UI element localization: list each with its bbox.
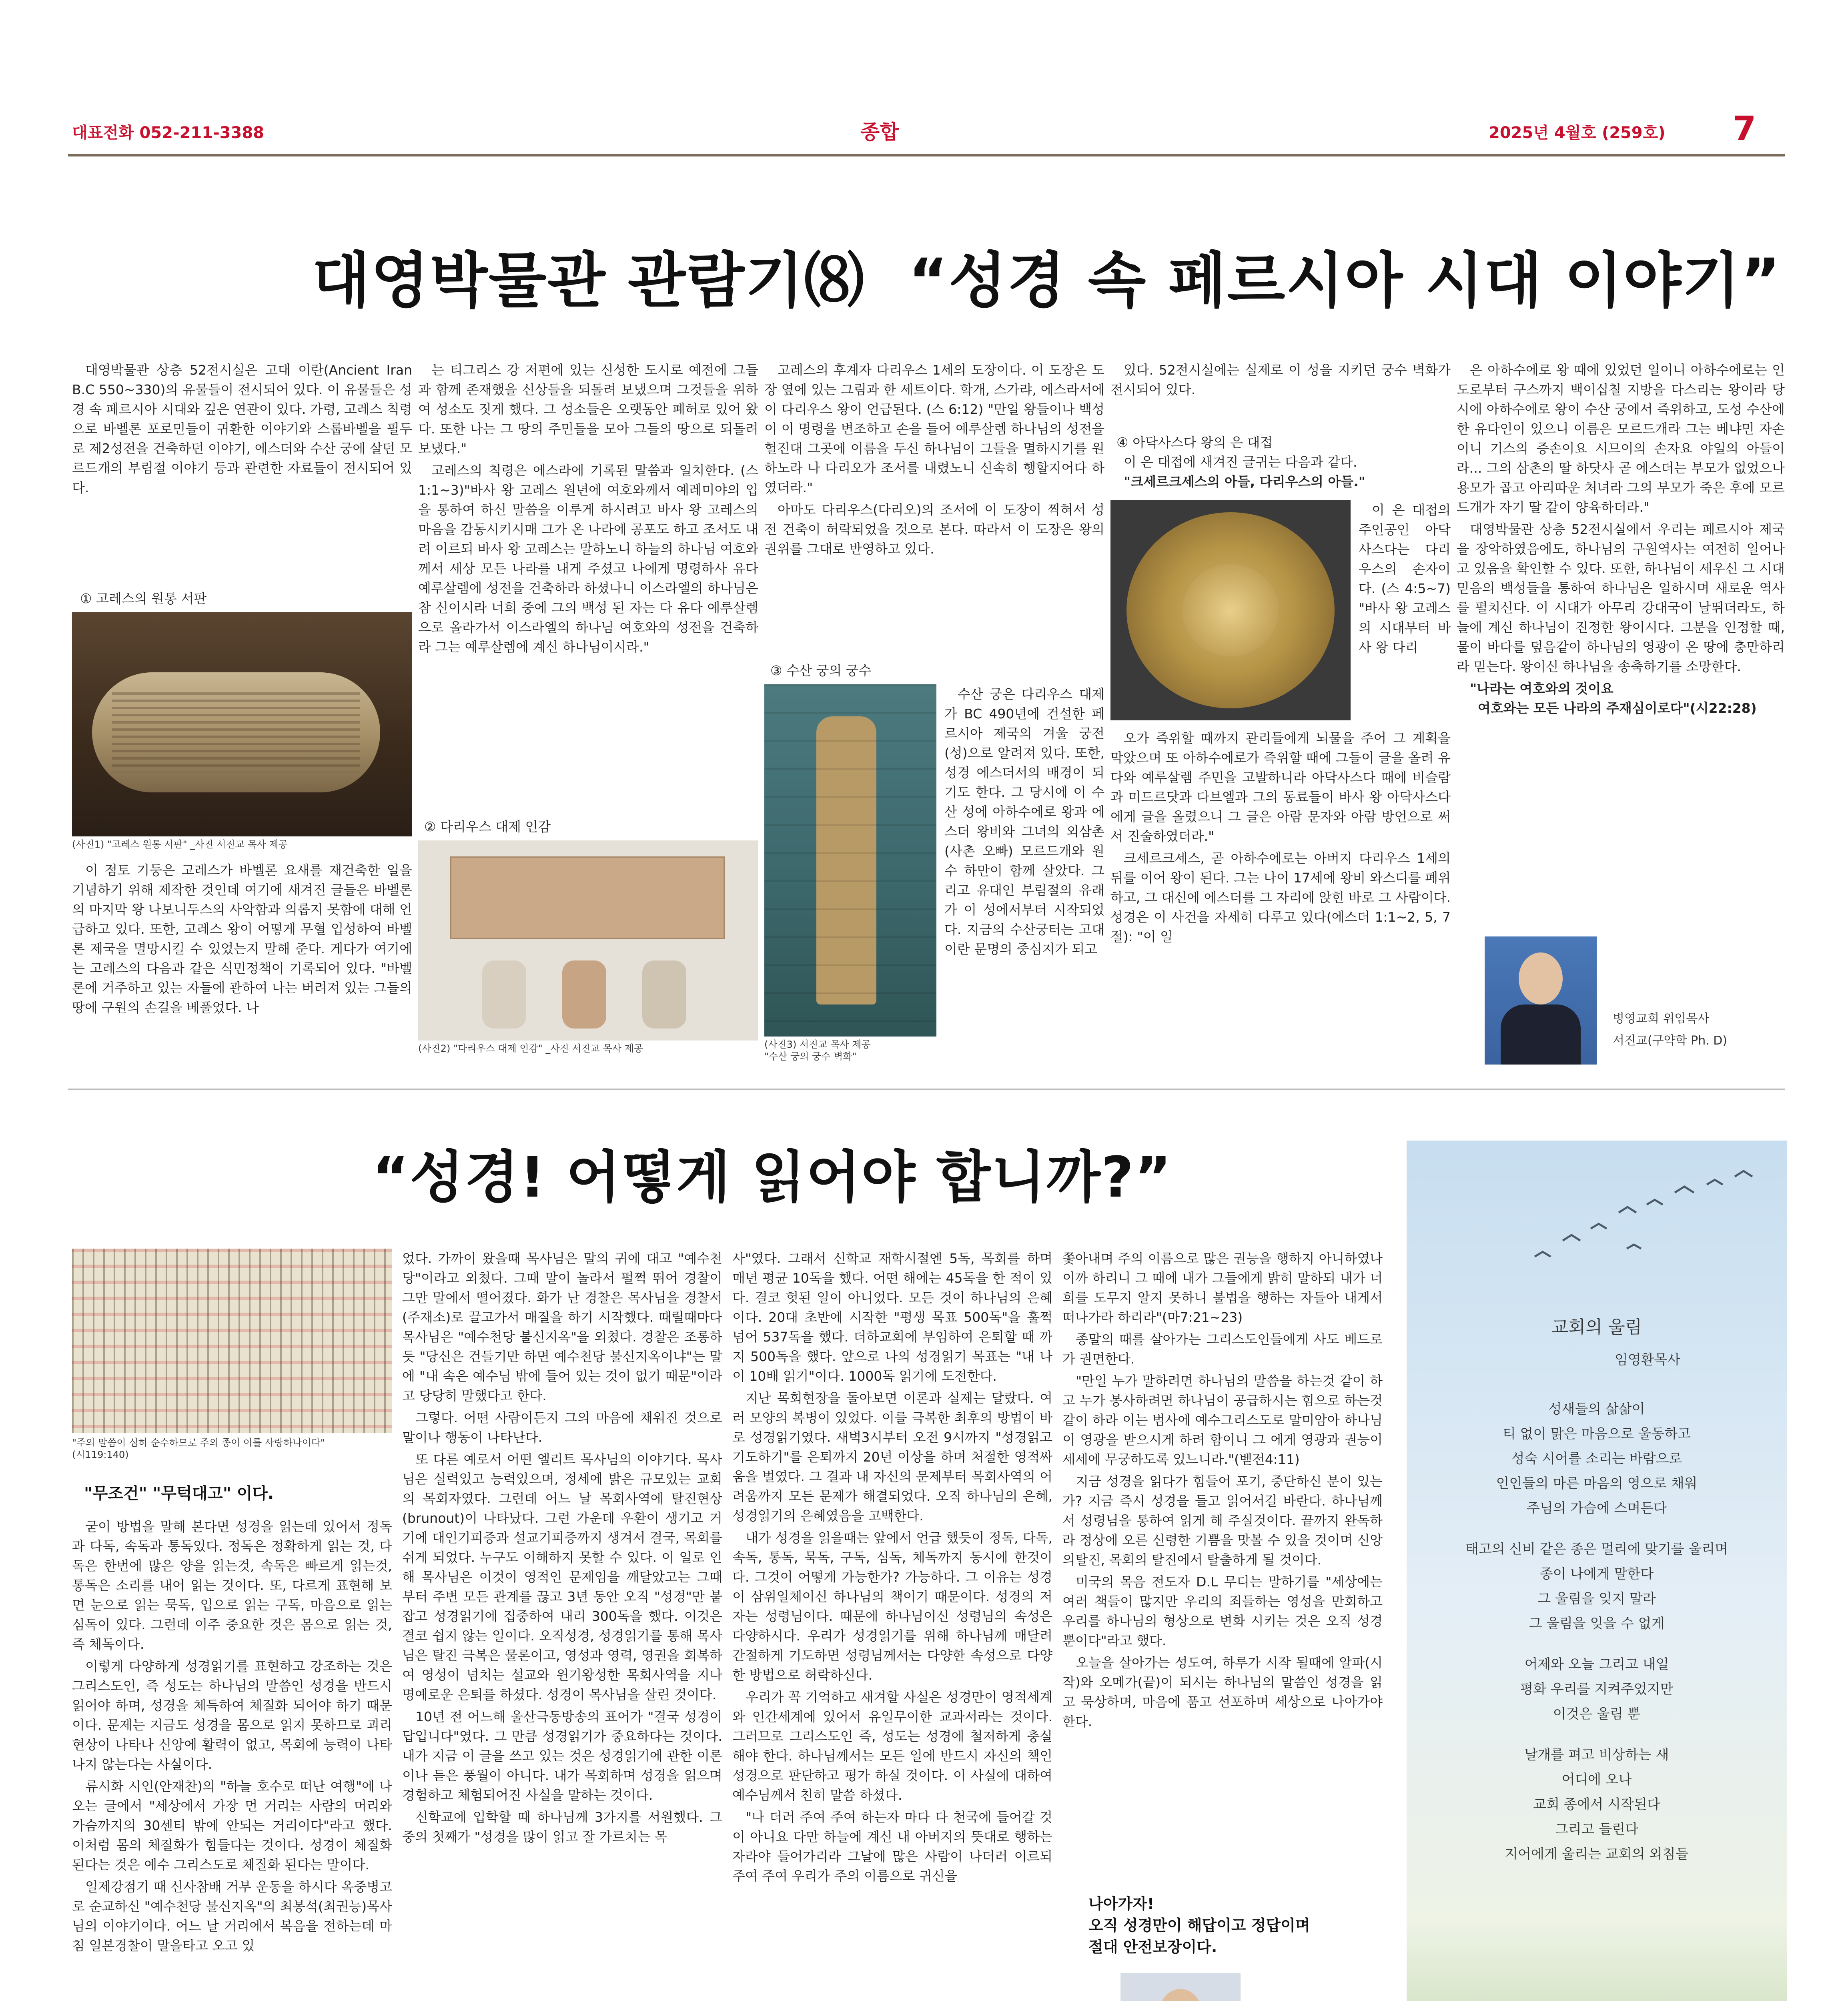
- darius-seal-photo: [418, 840, 758, 1041]
- article1-caption-3: ③ 수산 궁의 궁수: [770, 663, 872, 678]
- poem-title: 교회의 울림: [1551, 1317, 1642, 1337]
- header-phone: 대표전화 052-211-3388: [72, 124, 265, 142]
- psalm-quote-line-2: 여호와는 모든 나라의 주재심이로다"(시22:28): [1477, 700, 1757, 716]
- article1-col1: 대영박물관 상층 52전시실은 고대 이란(Ancient Iran B.C 550~330)의 유물들이 전시되어 있다. 이 유물들은 성경 속 페르시아 시대와 깊은 연관이 있다. 가령, 고레스 칙령으로 바벨론 포로민들이 귀환한 이야기와 스룹바벨을 필두로 제2성전을 건축하던 이야기, 에스더와 수산 궁에 살던 모르드개의 부림절 이야기 등과 관련한 자료들이 전시되어 있다.: [72, 362, 412, 495]
- author1-face: [1519, 952, 1563, 1005]
- photo3-caption: (사진3) 서진교 목사 제공 "수산 궁의 궁수 벽화": [764, 1039, 871, 1062]
- header-section: 종합: [860, 120, 899, 144]
- cuneiform-lines: [112, 692, 360, 772]
- article1-title: 대영박물관 관람기⑻ “성경 속 페르시아 시대 이야기”: [312, 246, 1781, 316]
- article1-col4-side: 이 은 대접의 주인공인 아닥사스다는 다리우스의 손자이다. (스 4:5~7) "바사 왕 고레스의 시대부터 바사 왕 다리: [1359, 502, 1451, 655]
- article-divider: [68, 1089, 1785, 1090]
- author1-name: 서진교(구약학 Ph. D): [1613, 1034, 1728, 1048]
- psalm-quote-line-1: "나라는 여호와의 것이요: [1470, 681, 1613, 696]
- author2-face: [1159, 1989, 1203, 2001]
- poem-body: 성새들의 삶삶이 티 없이 맑은 마음으로 울동하고 성숙 시어를 소리는 바람으로 인인들의 마른 마음의 영으로 채워 주님의 가슴에 스며든다 태고의 신비 같은 종은 멀리에 맞기를 울리며 종이 나에게 말한다 그 울림을 잊지 말라 그 울림을 잊을 수 없게 어제와 오늘 그리고 내일 평화 우리를 지켜주었지만 이것은 울림 뿐 날개를 펴고 비상하는 새 어디에 오나 교회 종에서 시작된다 그리고 들린다 지어에게 울리는 교회의 외침들: [1465, 1401, 1728, 1862]
- header-rule: [68, 154, 1785, 156]
- article2-photo-caption: "주의 말씀이 심히 순수하므로 주의 종이 이를 사랑하나이다" (시119:140): [72, 1437, 325, 1460]
- author1-suit: [1501, 1005, 1581, 1065]
- author1-church: 병영교회 위임목사: [1613, 1012, 1710, 1026]
- header-issue: 2025년 4월호 (259호): [1489, 124, 1666, 142]
- article2-col3: 사"였다. 그래서 신학교 재학시절엔 5독, 목회를 하며 매년 평균 10독을 했다. 어떤 해에는 45독을 한 적이 있다. 결코 헛된 일이 아니었다. 모든 것이 하나님의 은혜이다. 20대 초반에 시작한 "평생 목표 500독"을 훌쩍 넘어 537독을 했다. 더하교회에 부임하여 은퇴할 때 까지 500독을 했다. 앞으로 나의 성경읽기 목표는 "내 나이 10배 읽기"이다. 1000독 읽기에 도전한다. 지난 목회현장을 돌아보면 이론과 실제는 달랐다. 여러 모양의 복병이 있었다. 이를 극복한 최후의 방법이 바로 성경읽기였다. 새벽3시부터 오전 9시까지 "성경읽고 기도하기"를 은퇴까지 20년 이상을 하며 처절한 영적싸움을 벌였다. 그 결과 내 자신의 문제부터 목회사역의 어려움까지 모든 문제가 해결되었다. 오직 하나님의 은혜, 성경읽기의 은혜였음을 고백한다. 내가 성경을 읽을때는 앞에서 언급 했듯이 정독, 다독, 속독, 통독, 묵독, 구독, 심독, 체독까지 동시에 한것이다. 그것이 어떻게 가능한가? 가능하다. 그 이유는 성경이 삼위일체이신 하나님의 책이기 때문이다. 성경의 저자는 성령님이다. 때문에 하나님이신 성령님의 속성은 다양하시다. 우리가 성경읽기를 위해 하나님께 매달려 간절하게 기도하면 성령님께서는 다양한 속성으로 다양한 방법으로 허락하신다. 우리가 꼭 기억하고 새겨할 사실은 성경만이 영적세계와 인간세계에 있어서 유일무이한 교과서라는 것이다. 그러므로 그리스도인 즉, 성도는 성경에 철저하게 충실해야 한다. 하나님께서는 모든 일에 반드시 자신의 책인 성경으로 판단하고 평가 하실 것이다. 이 사실에 대하여 예수님께서 친히 말씀 하셨다. "나 더러 주여 주여 하는자 마다 다 천국에 들어갈 것이 아니요 다만 하늘에 계신 내 아버지의 뜻대로 행하는 자라야 들어가리라 그날에 많은 사람이 나더러 이르되 주여 주여 우리가 주의 이름으로 귀신을: [732, 1251, 1052, 1884]
- susa-archer-photo: [764, 684, 936, 1037]
- article1-caption-4: ④ 아닥사스다 왕의 은 대접: [1116, 435, 1273, 450]
- cyrus-cylinder-photo: [72, 612, 412, 836]
- article1-col5: 은 아하수에로 왕 때에 있었던 일이니 아하수에로는 인도로부터 구스까지 백이십칠 지방을 다스리는 왕이라 당시에 아하수에로 왕이 수산 궁에서 즉위하고, 도성 수산에 한 유다인이 있으니 이름은 모르드개라 그는 베냐민 자손이니 기스의 증손이요 시므이의 손자요 야일의 아들이라... 그의 삼촌의 딸 하닷사 곧 에스더는 부모가 없었으나 용모가 곱고 아리따운 처녀라 그의 부모가 죽은 후에 모르드개가 자기 딸 같이 양육하더라." 대영박물관 상층 52전시실에서 우리는 페르시아 제국을 장악하였음에도, 하나님의 구원역사는 여전히 일어나고 있음을 확인할 수 있다. 또한, 하나님이 세우신 그 시대 믿음의 백성들을 통하여 하나님은 일하시며 새로운 역사를 펼치신다. 이 시대가 아무리 강대국이 날뛰더라도, 하늘에 계신 하나님이 진정한 왕이시다. 그분을 인정할 때, 물이 바다를 덮음같이 하나님의 영광이 온 땅에 충만하리라 믿는다. 왕이신 하나님을 송축하기를 소망한다. "나라는 여호와의 것이요 여호와는 모든 나라의 주재심이로다"(시22:28): [1457, 360, 1785, 904]
- poem-author: 임영환목사: [1615, 1352, 1681, 1368]
- article2-closing: 나아가자! 오직 성경만이 해답이고 정답이며 절대 안전보장이다.: [1088, 1895, 1310, 1956]
- article1-col1b: 이 점토 기둥은 고레스가 바벨론 요새를 재건축한 일을 기념하기 위해 제작한 것인데 여기에 새겨진 글들은 바벨론의 마지막 왕 나보니두스의 사악함과 의롭지 못함에 대해 언급하고 있다. 또한, 고레스 왕이 어떻게 무혈 입성하여 바벨론 제국을 멸망시킬 수 있었는지 말해 준다. 게다가 여기에는 고레스의 다음과 같은 식민정책이 기록되어 있다. "바벨론에 거주하고 있는 자들에 관하여 나는 버려져 있는 그들의 땅에 구원의 손길을 베풀었다. 나: [72, 862, 412, 1015]
- author1-photo: [1485, 936, 1597, 1065]
- photo1-caption: (사진1) "고레스 원통 서판" _사진 서진교 목사 제공: [72, 839, 288, 850]
- poem-panel: [1407, 1141, 1787, 2001]
- article2-col2: 었다. 가까이 왔을때 목사님은 말의 귀에 대고 "예수천당"이라고 외쳤다. 그때 말이 놀라서 펄쩍 뛰어 경찰이 그만 말에서 떨어졌다. 화가 난 경찰은 목사님을 경찰서(주재소)로 끌고가서 매질을 하기 시작했다. 때릴때마다 목사님은 "예수천당 불신지옥"을 외쳤다. 경찰은 조롱하듯 "당신은 건들기만 하면 예수천당 불신지옥이냐"는 말에 "내 속은 예수님 밖에 들어 있는 것이 없기 때문"이라고 당당히 말했다고 한다. 그렇다. 어떤 사람이든지 그의 마음에 채워진 것으로 말이나 행동이 나타난다. 또 다른 예로서 어떤 엘리트 목사님의 이야기다. 목사님은 실력있고 능력있으며, 정세에 밝은 규모있는 교회의 목회자였다. 그런데 어느 날 목회사역에 탈진현상(brunout)이 나타났다. 그런 가운데 우환이 생기고 거기에 대인기피증과 설교기피증까지 생겨서 결국, 목회를 쉬게 되었다. 누구도 이해하지 못할 수 있다. 이 일로 인해 목사님은 이것이 영적인 문제임을 깨달았고는 그때 부터 주변 모든 관계를 끊고 3년 동안 오직 "성경"만 붙잡고 성경읽기에 집중하여 내리 300독을 했다. 이것은 결코 쉽지 않는 일이다. 오직성경, 성경읽기를 통해 목사님은 탈진 극복은 물론이고, 영성과 영력, 영권을 회복하여 영성이 넘치는 설교와 윈기왕성한 목회사역을 지나 명예로운 은퇴를 하셨다. 성경이 목사님을 살린 것이다. 10년 전 어느해 울산극동방송의 표어가 "결국 성경이 답입니다"였다. 그 만큼 성경읽기가 중요하다는 것이다. 내가 지금 이 글을 쓰고 있는 것은 성경읽기에 관한 이론이나 듣은 풍월이 아니다. 내가 목회하며 성경을 읽으며 경험하고 체험되어진 사실을 말하는 것이다. 신학교에 입학할 때 하나님께 3가지를 서원했다. 그 중의 첫째가 "성경을 많이 읽고 잘 가르치는 목: [402, 1251, 722, 1845]
- article1-col4a: 있다. 52전시실에는 실제로 이 성을 지키던 궁수 벽화가 전시되어 있다.: [1110, 362, 1451, 397]
- article1-col2: 는 티그리스 강 저편에 있는 신성한 도시로 예전에 그들과 함께 존재했을 신상들을 되돌려 보냈으며 그것들을 위하여 성소도 짓게 했다. 그 성소들은 오랫동안 폐허로 있어 왔다. 또한 나는 그 땅의 주민들을 모아 그들의 땅으로 되돌려 보냈다." 고레스의 칙령은 에스라에 기록된 말씀과 일치한다. (스 1:1~3)"바사 왕 고레스 원년에 여호와께서 예레미야의 입을 통하여 하신 말씀을 이루게 하시려고 바사 왕 고레스의 마음을 감동시키시매 그가 온 나라에 공포도 하고 조서도 내려 이르되 바사 왕 고레스는 말하노니 하늘의 하나님 여호와께서 세상 모든 나라를 내게 주셨고 나에게 명령하사 유다 예루살렘에 성전을 건축하라 하셨나니 이스라엘의 하나님은 참 신이시라 너희 중에 그의 백성 된 자는 다 유다 예루살렘으로 올라가서 이스라엘의 하나님 여호와의 성전을 건축하라 그는 예루살렘에 계신 하나님이시라.": [418, 362, 758, 655]
- silver-bowl-photo: [1110, 500, 1351, 720]
- author2-photo: [1120, 1973, 1241, 2001]
- article1-col3b: 수산 궁은 다리우스 대제가 BC 490년에 건설한 페르시아 제국의 겨울 궁전(성)으로 알려져 있다. 또한, 성경 에스더서의 배경이 되기도 한다. 그 당시에 이 수산 성에 아하수에로 왕과 에스더 왕비와 그녀의 외삼촌(사촌 오빠) 모르드개와 원수 하만이 함께 살았다. 그리고 유대인 부림절의 유래가 이 성에서부터 시작되었다. 지금의 수산궁터는 고대 이란 문명의 중심지가 되고: [944, 686, 1104, 957]
- article2-col4: 쫓아내며 주의 이름으로 많은 권능을 행하지 아니하였나이까 하리니 그 때에 내가 그들에게 밝히 말하되 내가 너희를 도무지 알지 못하니 불법을 행하는 자들아 내게서 떠나가라 하리라"(마7:21~23) 종말의 때를 살아가는 그리스도인들에게 사도 베드로가 권면한다. "만일 누가 말하려면 하나님의 말씀을 하는것 같이 하고 누가 봉사하려면 하나님이 공급하시는 힘으로 하는것 같이 하라 이는 범사에 예수그리스도로 말미암아 하나님이 영광을 받으시게 하려 함이니 그 에게 영광과 권능이 세세에 무궁하도록 있느니라."(벧전4:11) 지금 성경을 읽다가 힘들어 포기, 중단하신 분이 있는가? 지금 즉시 성경을 들고 읽어서길 바란다. 하나님께서 성령님을 통하여 읽게 해 주실것이다. 끝까지 완독하라 정상에 오른 신령한 기쁨을 맛볼 수 있을 것이며 신앙의탈진, 목회의 탈진에서 탈출하게 될 것이다. 미국의 목음 전도자 D.L 무디는 말하기를 "세상에는 여러 책들이 많지만 우리의 죄들하는 영성을 만회하고 우리를 하나님의 형상으로 변화 시키는 것은 오직 성경 뿐이다"라고 했다. 오늘을 살아가는 성도여, 하루가 시작 될때에 알파(시작)와 오메가(끝)이 되시는 하나님의 말씀인 성경을 읽고 묵상하며, 마음에 품고 선포하며 세상으로 나아가야 한다.: [1062, 1251, 1383, 1729]
- article2-title: “성경! 어떻게 읽어야 합니까?”: [372, 1145, 1172, 1210]
- bowl-rosette: [1183, 564, 1279, 656]
- article1-caption-1: ① 고레스의 원통 서판: [80, 591, 207, 606]
- photo2-caption: (사진2) "다리우스 대제 인감" _사진 서진교 목사 제공: [418, 1043, 643, 1054]
- article2-subhead: "무조건" "무턱대고" 이다.: [84, 1484, 274, 1503]
- seal-cylinder-3: [642, 960, 686, 1029]
- seal-cylinder-1: [482, 960, 526, 1029]
- glazed-brick-lines: [764, 684, 936, 1037]
- header-page-number: 7: [1733, 109, 1756, 148]
- birds-illustration: [1527, 1169, 1767, 1297]
- seal-cylinder-2: [562, 960, 606, 1029]
- article1-caption-2: ② 다리우스 대제 인감: [424, 819, 551, 834]
- article1-col3: 고레스의 후계자 다리우스 1세의 도장이다. 이 도장은 도장 옆에 있는 그림과 한 세트이다. 학개, 스가랴, 에스라서에 이 다리우스 왕이 언급된다. (스 6:12) "만일 왕들이나 백성이 이 명령을 변조하고 손을 들어 예루살렘 하나님의 성전을 헐진대 그곳에 이름을 두신 하나님이 그들을 멸하시기를 원하노라 나 다리오가 조서를 내렸노니 신속히 행할지어다 하였더라." 아마도 다리우스(다리오)의 조서에 이 도장이 찍혀서 성전 건축이 허락되었을 것으로 본다. 따라서 이 도장은 왕의 권위를 그대로 반영하고 있다.: [764, 362, 1104, 557]
- bible-text-lines: [72, 1249, 392, 1433]
- article2-col1: 굳이 방법을 말해 본다면 성경을 읽는데 있어서 정독과 다독, 속독과 통독있다. 정독은 정확하게 읽는 것, 다독은 한번에 많은 양을 읽는것, 속독은 빠르게 읽는것, 통독은 소리를 내어 읽는 것이다. 또, 다르게 표현해 보면 눈으로 읽는 묵독, 입으로 읽는 구독, 마음으로 읽는 심독이 있다. 그런데 이주 중요한 것은 몸으로 읽는 것, 즉 체독이다. 이렇게 다양하게 성경읽기를 표현하고 강조하는 것은 그리스도인, 즉 성도는 하나님의 말씀인 성경을 반드시 읽어야 하며, 성경을 체득하여 체질화 되어야 하기 때문이다. 문제는 지금도 성경을 몸으로 읽지 못하므로 괴리현상이 나타나 신앙에 활력이 없고, 목회에 능력이 나타나지 않는다는 사실이다. 류시화 시인(안재찬)의 "하늘 호수로 떠난 여행"에 나오는 글에서 "세상에서 가장 먼 거리는 사람의 머리와 가슴까지의 30센티 밖에 안되는 거리이다"라고 했다. 이처럼 몸의 체질화가 힘들다는 것이다. 성경이 체질화 된다는 것은 예수 그리스도로 체질화 된다는 말이다. 일제강점기 때 신사참배 거부 운동을 하시다 옥중병고로 순교하신 "예수천당 불신지옥"의 최봉석(최권능)목사님의 이야기이다. 어느 날 거리에서 복음을 전하는데 마침 일본경찰이 말을타고 오고 있: [72, 1519, 392, 1953]
- article1-col4b: 오가 즉위할 때까지 관리들에게 뇌물을 주어 그 계획을 막았으며 또 아하수에로가 즉위할 때에 그들이 글을 올려 유다와 예루살렘 주민을 고발하니라 아닥사스다 때에 비슬람과 미드르닷과 다브엘과 그의 동료들이 바사 왕 아닥사스다에게 글을 올렸으니 그 글은 아람 문자와 아람 방언으로 써서 진술하였더라." 크세르크세스, 곧 아하수에로는 아버지 다리우스 1세의 뒤를 이어 왕이 된다. 그는 나이 17세에 왕비 와스디를 폐위하고, 그 대신에 에스더를 그 자리에 앉힌 바로 그 사람이다. 성경은 이 사건을 자세히 다루고 있다(에스더 1:1~2, 5, 7절): "이 일: [1110, 730, 1451, 944]
- article1-col4-quote: 이 은 대접에 새겨진 글귀는 다음과 같다. "크세르크세스의 아들, 다리우스의 아들.": [1124, 454, 1365, 489]
- seal-impression-shape: [450, 856, 725, 939]
- bible-photo: [72, 1249, 392, 1433]
